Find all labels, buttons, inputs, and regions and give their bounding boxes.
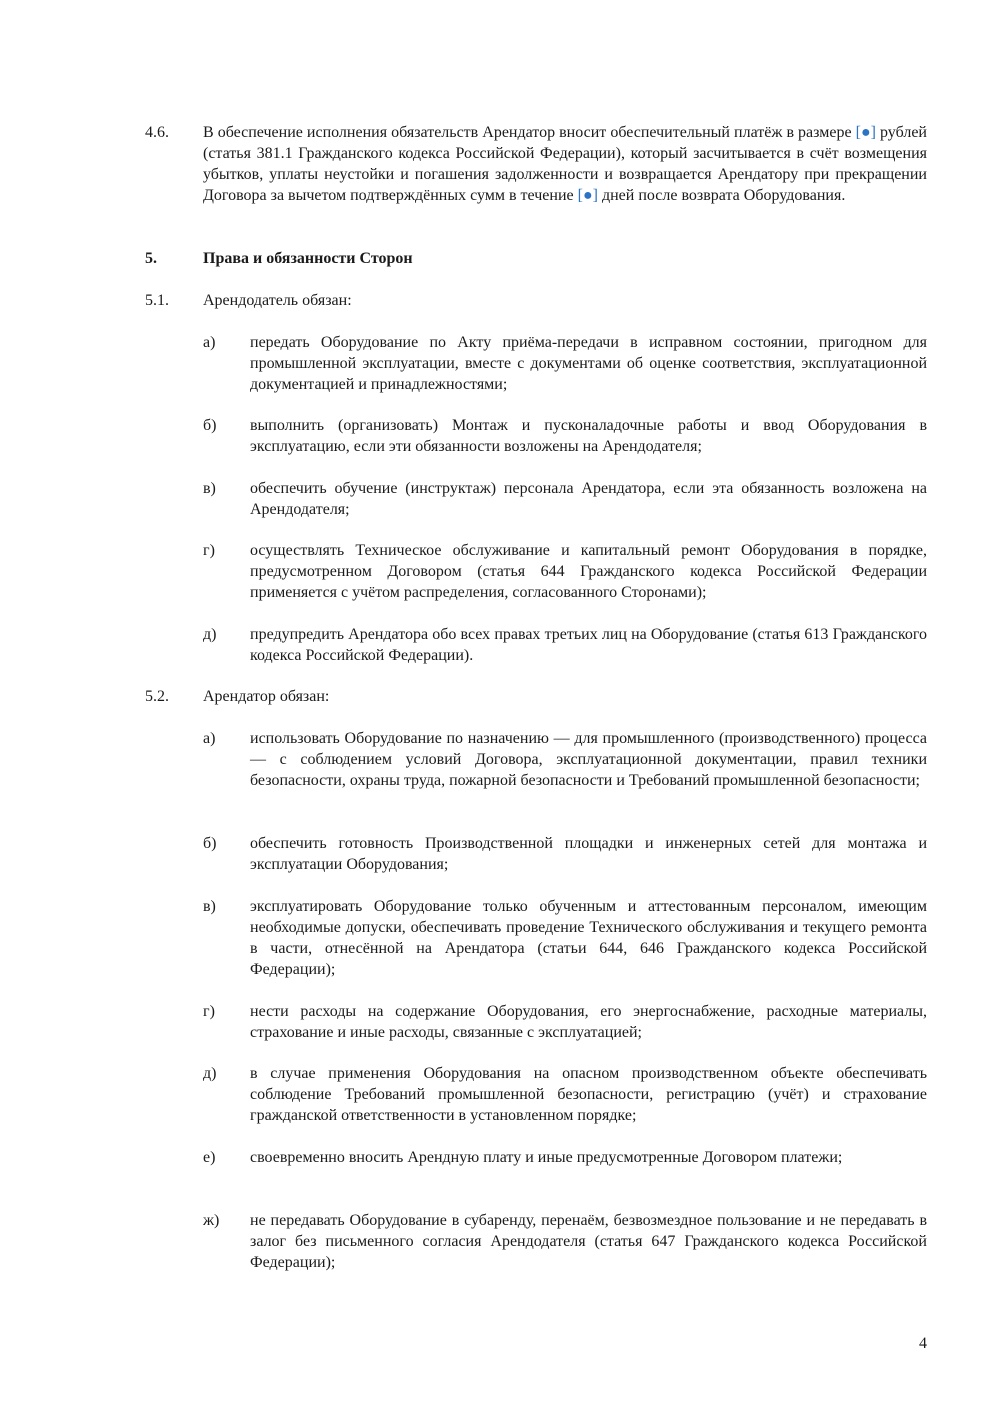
item-text: эксплуатировать Оборудование только обученным и аттестованным персоналом, имеющим необходимые допуски, обеспечивать проведение Технического обслуживания и текущего ремонта в части, отнесённой на Арендатора (статьи 644, 646 Гражданского кодекса Российской Федерации); (250, 898, 927, 978)
item-letter: ж) (203, 1212, 220, 1229)
list-item (203, 478, 927, 520)
clause-number: 4.6. (145, 124, 169, 141)
clause-5-2 (145, 686, 927, 707)
item-letter: б) (203, 835, 217, 852)
list-item (203, 1147, 927, 1168)
list-item (203, 833, 927, 875)
item-letter: д) (203, 1065, 217, 1082)
clause-5-1 (145, 290, 927, 311)
item-letter: а) (203, 334, 216, 351)
item-text: выполнить (организовать) Монтаж и пусконаладочные работы и ввод Оборудования в эксплуатацию, если эти обязанности возложены на Арендодателя; (250, 417, 927, 455)
clause-intro: Арендатор обязан: (203, 688, 330, 705)
item-text: использовать Оборудование по назначению — для промышленного (производственного) процесса — с соблюдением условий Договора, эксплуатационной документации, правил техники безопасности, охраны труда, пожарной безопасности и Требований промышленной безопасности; (250, 730, 927, 789)
list-item (203, 896, 927, 980)
list-item (203, 624, 927, 666)
item-letter: в) (203, 480, 216, 497)
clause-intro: Арендодатель обязан: (203, 292, 352, 309)
list-item (203, 415, 927, 457)
item-letter: б) (203, 417, 217, 434)
item-text: в случае применения Оборудования на опасном производственном объекте обеспечивать соблюдение Требований промышленной безопасности, регистрацию (учёт) и страхование гражданской ответственности в установленном порядке; (250, 1065, 927, 1124)
item-letter: г) (203, 1003, 215, 1020)
clause-text: В обеспечение исполнения обязательств Арендатор вносит обеспечительный платёж в размере [●] рублей (статья 381.1 Гражданского кодекса Российской Федерации), который засчитывается в счёт возмещения убытков, уплаты неустойки и погашения задолженности и возвращается Арендатору при прекращении Договора за вычетом подтверждённых сумм в течение [●] дней после возврата Оборудования. (203, 124, 927, 204)
list-item (203, 728, 927, 791)
section-number: 5. (145, 250, 157, 267)
clause-number: 5.1. (145, 292, 169, 309)
item-text: своевременно вносить Арендную плату и иные предусмотренные Договором платежи; (250, 1149, 843, 1166)
section-title: Права и обязанности Сторон (203, 250, 413, 267)
item-text: не передавать Оборудование в субаренду, перенаём, безвозмездное пользование и не передавать в залог без письменного согласия Арендодателя (статья 647 Гражданского кодекса Российской Федерации); (250, 1212, 927, 1271)
list-item (203, 540, 927, 603)
list-item (203, 1063, 927, 1126)
item-letter: а) (203, 730, 216, 747)
item-text: обеспечить готовность Производственной площадки и инженерных сетей для монтажа и эксплуатации Оборудования; (250, 835, 927, 873)
item-letter: д) (203, 626, 217, 643)
list-item (203, 332, 927, 395)
clause-4-6 (145, 122, 927, 206)
item-text: предупредить Арендатора обо всех правах третьих лиц на Оборудование (статья 613 Гражданского кодекса Российской Федерации). (250, 626, 927, 664)
item-text: обеспечить обучение (инструктаж) персонала Арендатора, если эта обязанность возложена на Арендодателя; (250, 480, 927, 518)
item-text: осуществлять Техническое обслуживание и капитальный ремонт Оборудования в порядке, предусмотренном Договором (статья 644 Гражданского кодекса Российской Федерации применяется с учётом распределения, согласованного Сторонами); (250, 542, 927, 601)
list-item (203, 1210, 927, 1273)
item-text: нести расходы на содержание Оборудования, его энергоснабжение, расходные материалы, страхование и иные расходы, связанные с эксплуатацией; (250, 1003, 927, 1041)
list-item (203, 1001, 927, 1043)
placeholder-amount: [●] (855, 124, 876, 141)
item-letter: в) (203, 898, 216, 915)
placeholder-days: [●] (577, 187, 598, 204)
page-number: 4 (919, 1335, 927, 1352)
item-text: передать Оборудование по Акту приёма-передачи в исправном состоянии, пригодном для промышленной эксплуатации, вместе с документами об оценке соответствия, эксплуатационной документацией и принадлежностями; (250, 334, 927, 393)
clause-number: 5.2. (145, 688, 169, 705)
item-letter: е) (203, 1149, 216, 1166)
item-letter: г) (203, 542, 215, 559)
section-heading (145, 248, 927, 269)
